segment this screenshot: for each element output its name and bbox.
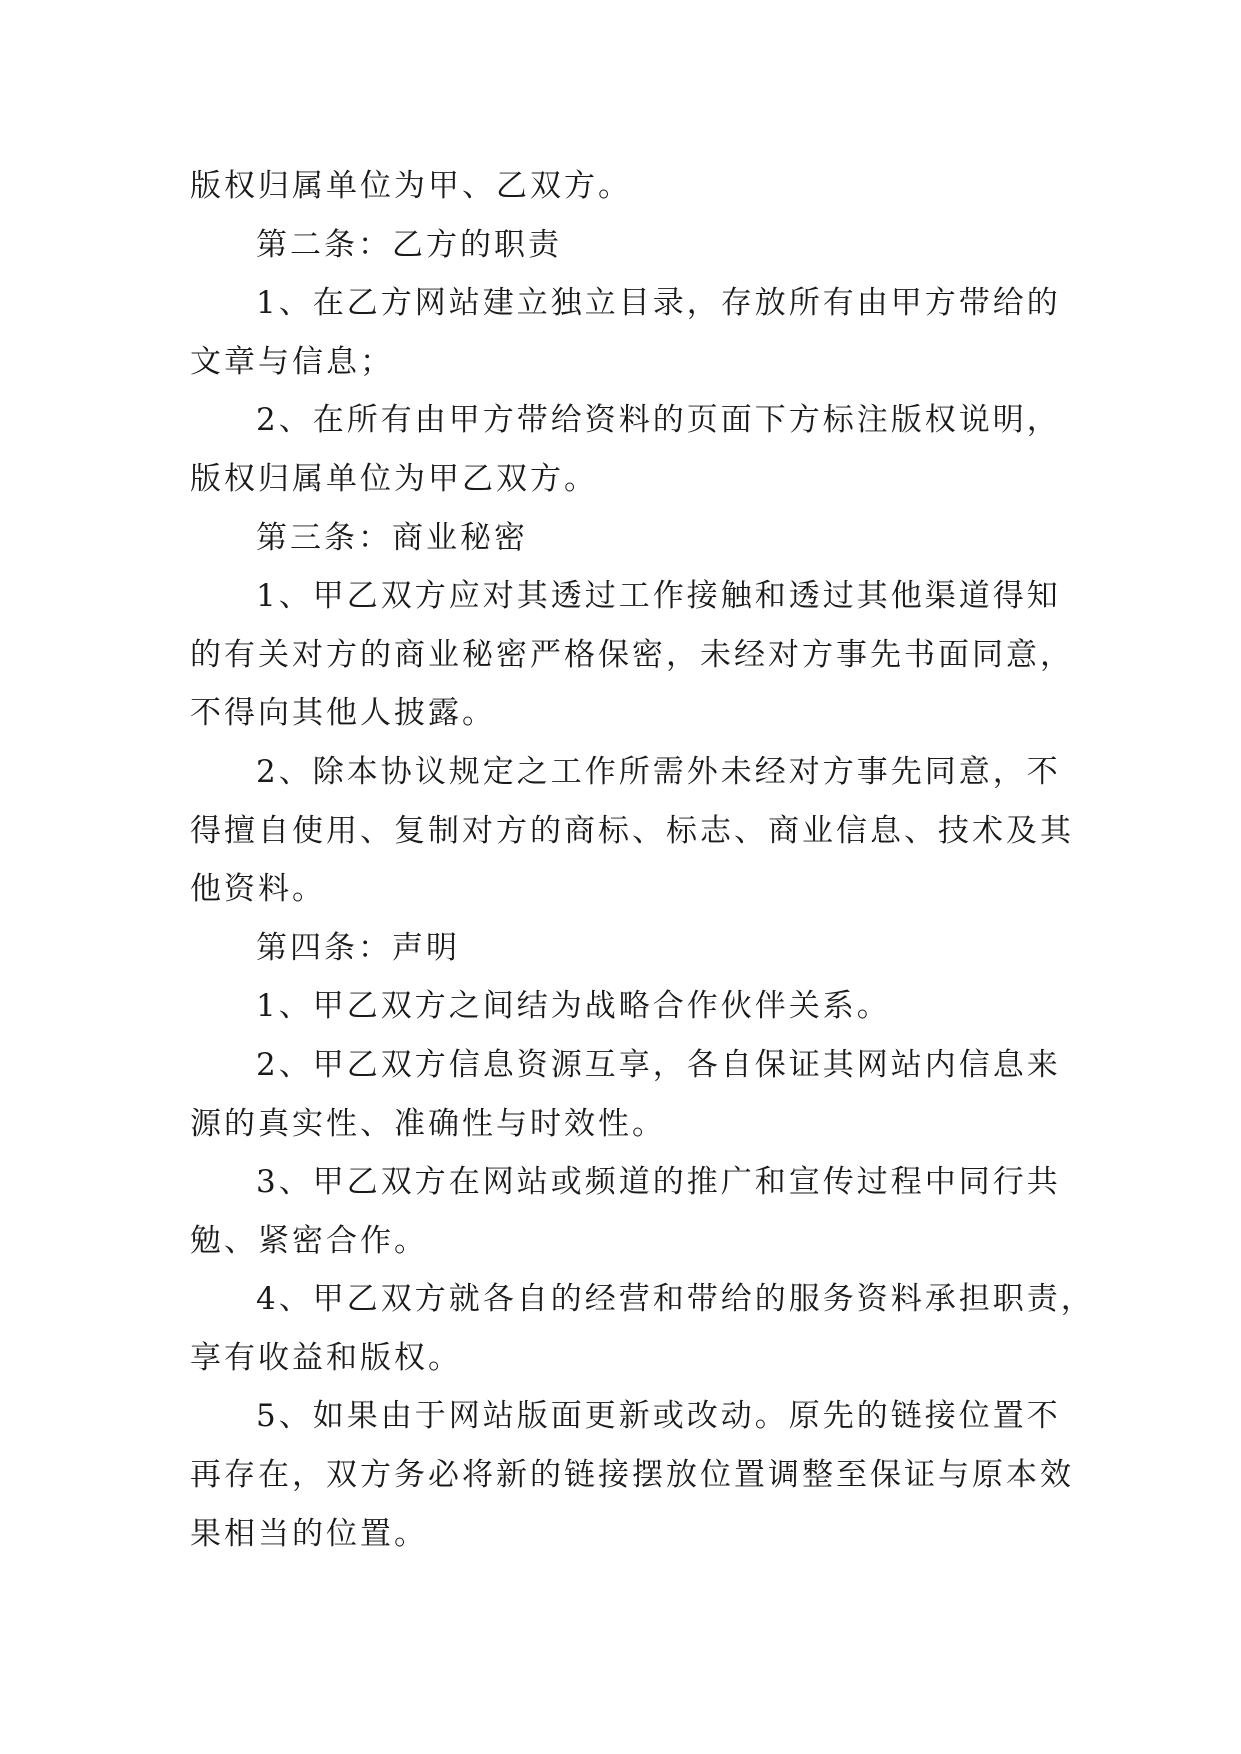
text-line: 他资料。: [190, 871, 326, 908]
text-line: 版权归属单位为甲乙双方。: [190, 460, 598, 497]
text-line: 1、甲乙双方之间结为战略合作伙伴关系。: [256, 988, 891, 1025]
text-line: 3、甲乙双方在网站或频道的推广和宣传过程中同行共: [256, 1164, 1061, 1201]
text-line: 版权归属单位为甲、乙双方。: [190, 168, 632, 204]
text-line: 勉、紧密合作。: [190, 1222, 428, 1259]
text-line: 源的真实性、准确性与时效性。: [190, 1105, 666, 1142]
document-body: [190, 157, 1095, 1563]
text-line: 4、甲乙双方就各自的经营和带给的服务资料承担职责，: [256, 1281, 1095, 1318]
text-line: 得擅自使用、复制对方的商标、标志、商业信息、技术及其: [190, 812, 1074, 849]
text-line: 再存在，双方务必将新的链接摆放位置调整至保证与原本效: [190, 1457, 1074, 1494]
text-line: 不得向其他人披露。: [190, 695, 496, 732]
text-line: 文章与信息；: [190, 343, 394, 380]
text-line: 2、除本协议规定之工作所需外未经对方事先同意，不: [256, 753, 1061, 790]
section-heading-article-3: 第三条：商业秘密: [256, 519, 528, 556]
text-line: 2、甲乙双方信息资源互享，各自保证其网站内信息来: [256, 1046, 1061, 1083]
section-heading-article-2: 第二条：乙方的职责: [256, 226, 562, 263]
text-line: 的有关对方的商业秘密严格保密，未经对方事先书面同意，: [190, 636, 1074, 673]
text-line: 果相当的位置。: [190, 1515, 428, 1552]
text-line: 2、在所有由甲方带给资料的页面下方标注版权说明，: [256, 402, 1061, 439]
text-line: 享有收益和版权。: [190, 1339, 462, 1376]
text-line: 1、甲乙双方应对其透过工作接触和透过其他渠道得知: [256, 578, 1061, 615]
text-line: 5、如果由于网站版面更新或改动。原先的链接位置不: [256, 1398, 1061, 1435]
text-line: 1、在乙方网站建立独立目录，存放所有由甲方带给的: [256, 285, 1061, 322]
section-heading-article-4: 第四条：声明: [256, 929, 460, 966]
